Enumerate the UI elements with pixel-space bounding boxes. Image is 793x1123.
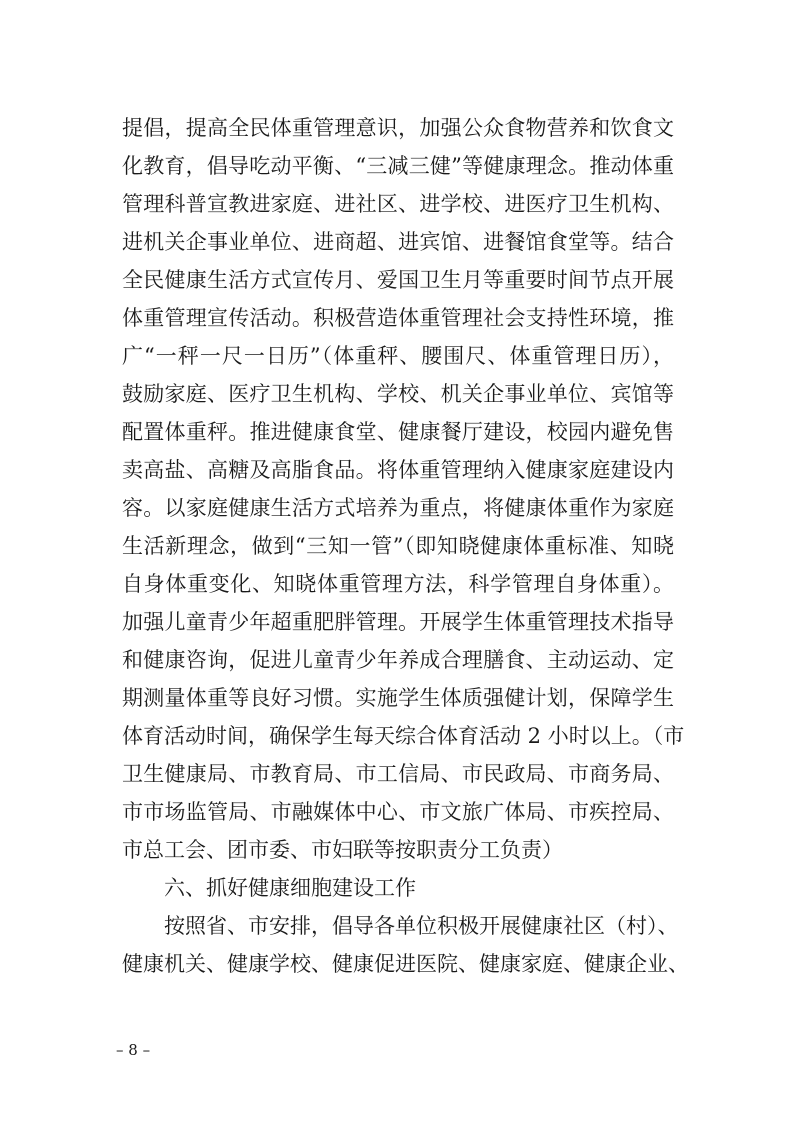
body-text-line: 管理科普宣教进家庭、进社区、进学校、进医疗卫生机构、 (122, 192, 674, 216)
body-text-line: 市市场监管局、市融媒体中心、市文旅广体局、市疾控局、 (122, 800, 674, 824)
body-text-line: 卖高盐、高糖及高脂食品。将体重管理纳入健康家庭建设内 (122, 458, 674, 482)
body-text-line: 配置体重秤。推进健康食堂、健康餐厅建设，校园内避免售 (122, 420, 674, 444)
section-heading: 六、抓好健康细胞建设工作 (164, 876, 416, 900)
body-text-line: 鼓励家庭、医疗卫生机构、学校、机关企事业单位、宾馆等 (122, 382, 674, 406)
body-text-line: 按照省、市安排，倡导各单位积极开展健康社区（村）、 (164, 914, 679, 938)
body-text-line: 和健康咨询，促进儿童青少年养成合理膳食、主动运动、定 (122, 648, 674, 672)
body-text-line: 体重管理宣传活动。积极营造体重管理社会支持性环境，推 (122, 306, 674, 330)
body-text-line: 卫生健康局、市教育局、市工信局、市民政局、市商务局、 (122, 762, 674, 786)
body-text-line: 加强儿童青少年超重肥胖管理。开展学生体重管理技术指导 (122, 610, 674, 634)
body-text-line: 期测量体重等良好习惯。实施学生体质强健计划，保障学生 (122, 686, 674, 710)
body-text-line: 广“一秤一尺一日历”（体重秤、腰围尺、体重管理日历）， (122, 344, 674, 368)
body-text-line: 体育活动时间，确保学生每天综合体育活动 2 小时以上。（市 (122, 724, 685, 748)
body-text-line: 提倡，提高全民体重管理意识，加强公众食物营养和饮食文 (122, 116, 674, 140)
body-text-line: 容。以家庭健康生活方式培养为重点，将健康体重作为家庭 (122, 496, 674, 520)
body-text-line: 进机关企事业单位、进商超、进宾馆、进餐馆食堂等。结合 (122, 230, 674, 254)
page-number: – 8 – (116, 1041, 151, 1059)
body-text-line: 自身体重变化、知晓体重管理方法，科学管理自身体重）。 (122, 572, 674, 596)
body-text-line: 生活新理念，做到“三知一管”（即知晓健康体重标准、知晓 (122, 534, 674, 558)
body-text-line: 全民健康生活方式宣传月、爱国卫生月等重要时间节点开展 (122, 268, 674, 292)
body-text-line: 健康机关、健康学校、健康促进医院、健康家庭、健康企业、 (122, 952, 689, 976)
body-text-line: 化教育，倡导吃动平衡、“三减三健”等健康理念。推动体重 (122, 154, 674, 178)
body-text-line: 市总工会、团市委、市妇联等按职责分工负责） (122, 838, 563, 862)
